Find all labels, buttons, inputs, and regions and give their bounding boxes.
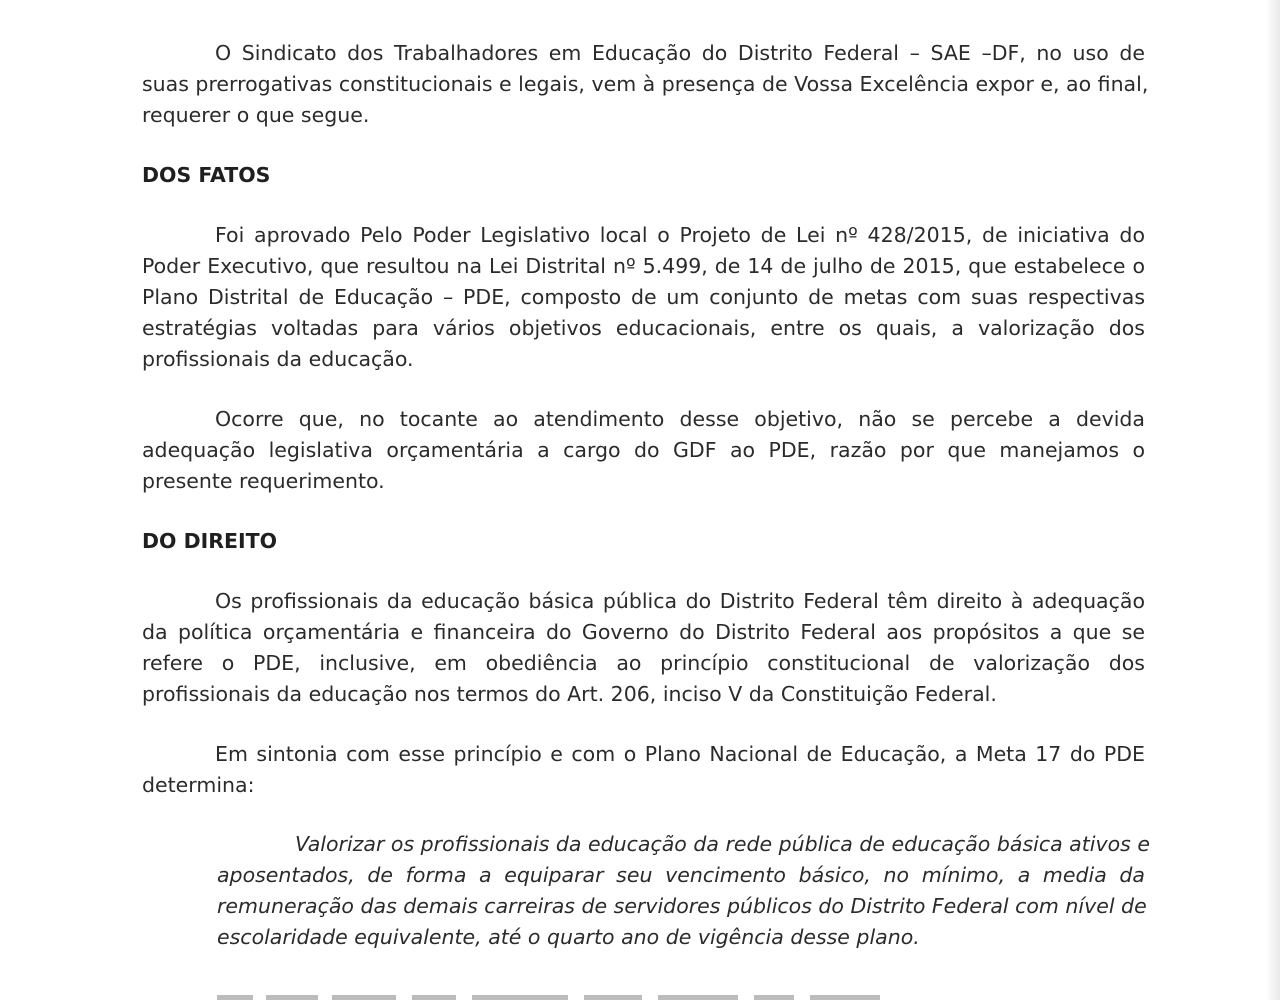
intro-paragraph [142, 38, 1149, 131]
fatos-p2-line: Ocorre que, no tocante ao atendimento desse objetivo, não se percebe a devida [215, 407, 1145, 431]
intro-line: suas prerrogativas constitucionais e legais, vem à presença de Vossa Excelência expor e, ao final, [142, 72, 1149, 96]
fatos-p1-line: Poder Executivo, que resultou na Lei Distrital nº 5.499, de 14 de julho de 2015, que estabelece o [142, 254, 1145, 278]
direito-p1-line: refere o PDE, inclusive, em obediência ao princípio constitucional de valorização dos [142, 651, 1145, 675]
fatos-p2-line: adequação legislativa orçamentária a cargo do GDF ao PDE, razão por que manejamos o [142, 438, 1145, 462]
direito-p2-line: determina: [142, 773, 255, 797]
scan-edge-shadow [1266, 0, 1280, 1000]
intro-line: requerer o que segue. [142, 103, 370, 127]
direito-paragraph-1 [142, 586, 1145, 710]
document-body [142, 38, 1150, 953]
quote-line: aposentados, de forma a equiparar seu vencimento básico, no mínimo, a media da [217, 863, 1145, 887]
fatos-p1-line: profissionais da educação. [142, 347, 414, 371]
direito-p1-line: da política orçamentária e financeira do Governo do Distrito Federal aos propósitos a que se [142, 620, 1145, 644]
fatos-paragraph-1 [142, 220, 1145, 375]
intro-line: O Sindicato dos Trabalhadores em Educação do Distrito Federal – SAE –DF, no uso de [215, 41, 1145, 65]
direito-p1-line: profissionais da educação nos termos do Art. 206, inciso V da Constituição Federal. [142, 682, 997, 706]
fatos-p2-line: presente requerimento. [142, 469, 385, 493]
direito-paragraph-2 [142, 739, 1145, 801]
heading-do-direito: DO DIREITO [142, 529, 278, 553]
quote-line: remuneração das demais carreiras de servidores públicos do Distrito Federal com nível de [217, 894, 1147, 918]
fatos-p1-line: Foi aprovado Pelo Poder Legislativo local o Projeto de Lei nº 428/2015, de iniciativa do [215, 223, 1145, 247]
direito-p1-line: Os profissionais da educação básica pública do Distrito Federal têm direito à adequação [215, 589, 1145, 613]
quote-line: escolaridade equivalente, até o quarto ano de vigência desse plano. [217, 925, 920, 949]
meta-17-quote [217, 829, 1150, 953]
quote-line: Valorizar os profissionais da educação da rede pública de educação básica ativos e [295, 832, 1150, 856]
fatos-p1-line: estratégias voltadas para vários objetivos educacionais, entre os quais, a valorização dos [142, 316, 1145, 340]
direito-p2-line: Em sintonia com esse princípio e com o Plano Nacional de Educação, a Meta 17 do PDE [215, 742, 1145, 766]
fatos-p1-line: Plano Distrital de Educação – PDE, composto de um conjunto de metas com suas respectivas [142, 285, 1145, 309]
heading-dos-fatos: DOS FATOS [142, 163, 271, 187]
fatos-paragraph-2 [142, 404, 1145, 497]
cut-off-next-line [142, 990, 902, 1000]
